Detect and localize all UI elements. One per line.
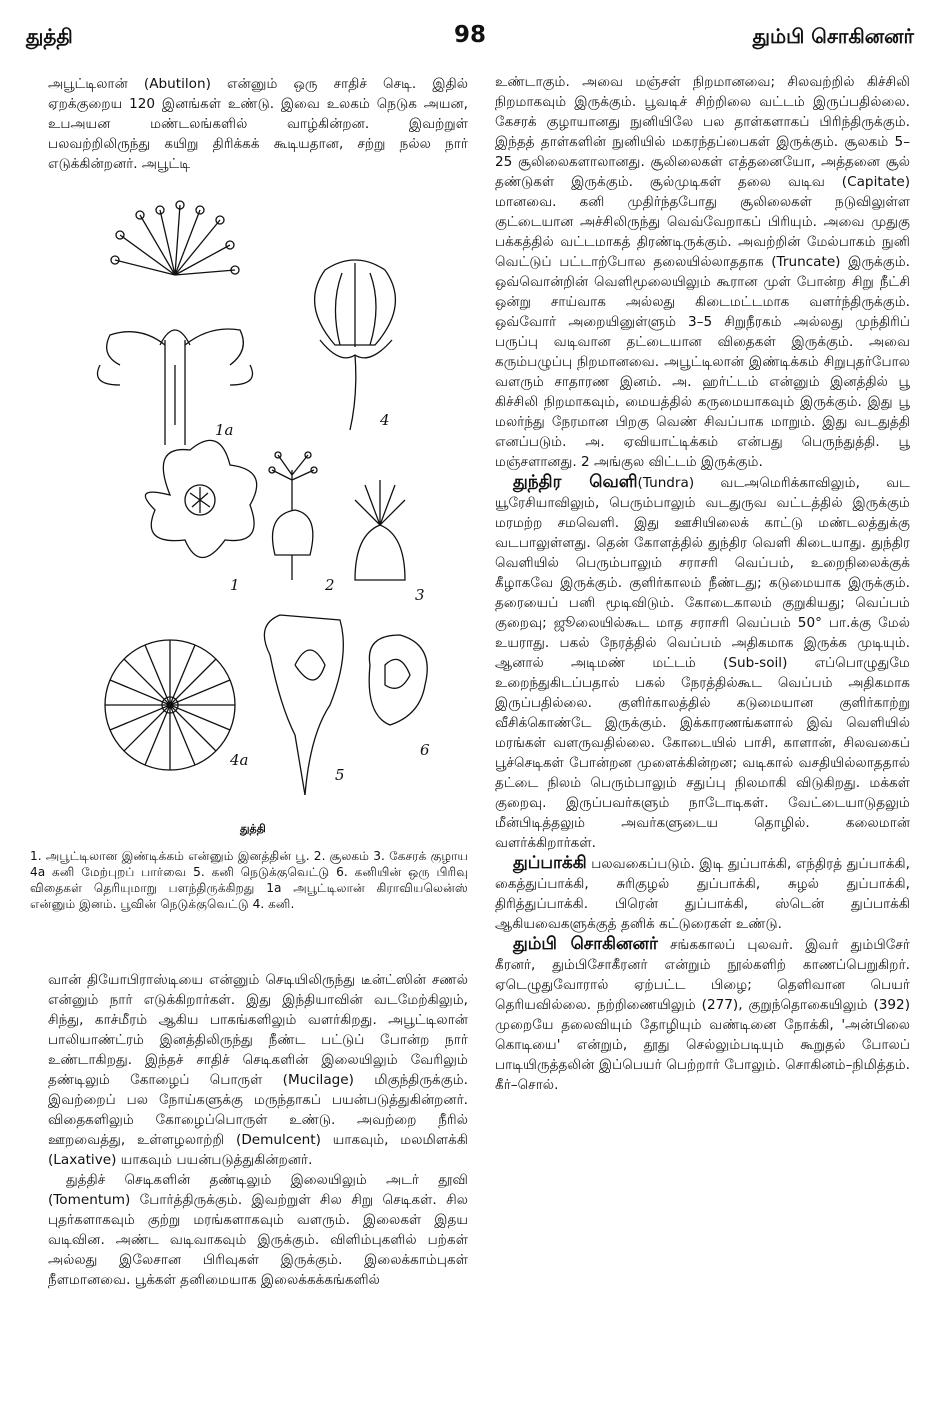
entry-gun — [495, 853, 910, 934]
fruit-drawing — [315, 260, 396, 430]
figure-title: துத்தி — [240, 822, 266, 835]
entry-thumbi — [495, 934, 910, 1095]
botanical-illustration — [80, 195, 460, 815]
figure-label-2: 2 — [325, 576, 335, 594]
page-number: 98 — [453, 22, 486, 48]
paragraph: வான் தியோபிராஸ்டியை என்னும் செடியிலிருந்து டீன்ட்ஸின் சணல் என்னும் நார் எடுக்கிறார்கள். இது இந்தியாவின் வடமேற்கிலும், சிந்து, காச்மீரம் ஆகிய பாகங்களிலும் வளர்கிறது. அபூட்டிலான் பாலியாண்ட்ரம் இனத்திலிருந்து நீண்ட பட்டுப் போன்ற நார் உண்டாகிறது. இந்தச் சாதிச் செடிகளின் இலையிலும் வேரிலும் தண்டிலும் கோழைப் பொருள் (Mucilage) மிகுந்திருக்கும். இவற்றைப் பல நோய்களுக்கு மருந்தாகப் பயன்படுத்துகின்றனர். விதைகளிலும் கோழைப்பொருள் உண்டு. அவற்றை நீரில் ஊறவைத்து, உள்ளழலாற்றி (Demulcent) யாகவும், மலமிளக்கி (Laxative) யாகவும் பயன்படுத்துகின்றனர். — [48, 972, 468, 1168]
figure-label-1a: 1a — [215, 421, 234, 439]
paragraph: உண்டாகும். அவை மஞ்சள் நிறமானவை; சிலவற்றில் கிச்சிலி நிறமாகவும் இருக்கும். பூவடிச் சிற்றிலை வட்டம் இருப்பதில்லை. கேசரக் குழாயானது நுனியிலே பல தாள்களாகப் பிரிந்திருக்கும். இந்தத் தாள்களின் நுனியில் மகரந்தப்பைகள் இருக்கும். சூலகம் 5–25 சூலிலைகளாலானது. சூலிலைகள் எத்தனையோ, அத்தனை சூல் தண்டுகள் இருக்கும். சூல்முடிகள் தலை வடிவ (Capitate) மானவை. கனி முதிர்ந்தபோது சூலிலைகள் நடுவிலுள்ள குட்டையான அச்சிலிருந்து வெவ்வேறாகப் பிரியும். அவை முதுகு பக்கத்தில் வட்டமாகத் திரண்டிருக்கும். அவற்றின் மேல்பாகம் நுனி வெட்டுப் பட்டாற்போல தலையில்லாததாக (Truncate) இருக்கும். ஒவ்வொன்றின் வெளிமூலையிலும் கூரான முள் போன்ற சிறு நீட்சி ஒன்று சாய்வாக அல்லது கிடைமட்டமாக வளர்ந்திருக்கும். ஒவ்வோர் அறையினுள்ளும் 3–5 சிறுநீரகம் அல்லது முந்திரிப் பருப்பு வடிவான தட்டையான விதைகள் இருக்கும். அவை கரும்பழுப்பு நிறமானவை. அபூட்டிலான் இண்டிக்கம் சிறுபுதர்போல வளரும் சாதாரண இனம். அ. ஹர்ட்டம் என்னும் இனத்தில் பூ கிச்சிலி நிறமாகவும், மையத்தில் கருமையாகவும் இருக்கும். இது பூ மலர்ந்து நேரமான பிறகு வெண் சிவப்பாக மாறும். இது வடதுத்தி எனப்படும். அ. ஏவியாட்டிக்கம் என்பது பெருந்துத்தி. பூ மஞ்சளானது. 2 அங்குல விட்டம் இருக்கும். — [495, 74, 910, 470]
flower-top-view-drawing — [145, 440, 256, 557]
carpel-drawing — [369, 635, 427, 725]
flower-section-drawing — [98, 201, 253, 445]
entry-title: துந்திர வெளி — [513, 472, 638, 492]
figure-label-1: 1 — [230, 576, 240, 594]
paragraph: அபூட்டிலான் (Abutilon) என்னும் ஒரு சாதிச் செடி. இதில் ஏறக்குறைய 120 இனங்கள் உண்டு. இவை உலகம் நெடுக அயன, உபஅயன மண்டலங்களில் வாழ்கின்றன. இவற்றுள் பலவற்றிலிருந்து கயிறு திரிக்கக் கூடியதான, சற்று நல்ல நார் எடுக்கின்றனர். அபூட்டி — [48, 76, 468, 172]
entry-title: தும்பி சொகினனர் — [513, 934, 658, 954]
figure-label-4: 4 — [380, 411, 390, 429]
left-column-bottom — [48, 970, 468, 1290]
entry-body: (Tundra) வடஅமெரிக்காவிலும், வட யூரேசியாவிலும், பெரும்பாலும் வடதுருவ வட்டத்தில் இருக்கும் மரமற்ற சமவெளி. இது ஊசியிலைக் காட்டு மண்டலத்துக்கு வடபாலுள்ளது. தென் கோளத்தில் துந்திர வெளி கிடையாது. துந்திர வெளியில் பெரும்பாலும் சராசரி வெப்பம், உறைநிலைக்குக் கீழாகவே இருக்கும். குளிர்காலம் நீண்டது; கடுமையாக இருக்கும். தரையைப் பனி மூடிவிடும். கோடைகாலம் குறுகியது; வெப்பம் குறைவு; ஜூலையில்கூட மாத சராசரி வெப்பம் 50° பா.க்கு மேல் உயராது. பகல் நேரத்தில் வெப்பம் அதிகமாக இருக்க முடியும். ஆனால் அடிமண் மட்டம் (Sub-soil) எப்பொழுதுமே உறைந்துகிடப்பதால் பகல் நேரத்தில்கூட வெப்பம் அதிகமாக இருப்பதில்லை. குளிர்காலத்தில் கடுமையான குளிர்காற்று வீசிக்கொண்டே இருக்கும். இக்காரணங்களால் இவ் வெளியில் மரங்கள் வளருவதில்லை. கோடையில் பாசி, காளான், சிலவகைப் பூச்செடிகள் போன்றன முளைக்கின்றன; வடிகால் வசதியில்லாததால் தட்டை நிலம் பெரும்பாலும் சதுப்பு நிலமாகி விடுகிறது. மக்கள் குறைவு. இருப்பவர்களும் நாடோடிகள். வேட்டையாடுதலும் மீன்பிடித்தலும் அவர்களுடைய தொழில். கலைமான் வளர்க்கிறார்கள். — [495, 475, 910, 851]
running-header-right: தும்பி சொகினனர் — [752, 24, 914, 48]
right-column — [495, 72, 910, 1095]
figure-label-6: 6 — [420, 741, 430, 759]
figure-label-3: 3 — [415, 586, 425, 604]
staminal-tube-drawing — [355, 480, 405, 580]
left-column-top — [48, 74, 468, 174]
fruit-top-view-drawing — [105, 640, 235, 770]
entry-body: பலவகைப்படும். இடி துப்பாக்கி, எந்திரத் துப்பாக்கி, கைத்துப்பாக்கி, சுரிகுழல் துப்பாக்கி, சுழல் துப்பாக்கி, திரித்துப்பாக்கி. பிரென் துப்பாக்கி, ஸ்டென் துப்பாக்கி ஆகியவைகளுக்குத் தனிக் கட்டுரைகள் உண்டு. — [495, 856, 910, 932]
entry-title: துப்பாக்கி — [513, 853, 587, 873]
pistil-drawing — [269, 452, 317, 580]
figure-caption: 1. அபூட்டிலான இண்டிக்கம் என்னும் இனத்தின் பூ. 2. சூலகம் 3. கேசரக் குழாய 4a கனி மேற்புறப் பார்வை 5. கனி நெடுக்குவெட்டு 6. கனியின் ஒரு பிரிவு விதைகள் தெரியுமாறு பளந்திருக்கிறது 1a அபூட்டிலான் கிராவியலென்ஸ் என்னும் இனம். பூவின் நெடுக்குவெட்டு 4. கனி. — [30, 849, 468, 911]
fruit-section-drawing — [264, 615, 343, 795]
figure-label-5: 5 — [335, 766, 345, 784]
running-header-left: துத்தி — [26, 24, 73, 48]
paragraph: துத்திச் செடிகளின் தண்டிலும் இலையிலும் அடர் தூவி (Tomentum) போர்த்திருக்கும். இவற்றுள் சில சிறு செடிகள். சில புதர்களாகவும் குற்று மரங்களாகவும் வளரும். இலைகள் இதய வடிவின. அண்ட வடிவாகவும் இருக்கும். விளிம்புகளில் பற்கள் அல்லது இலேசான பிரிவுகள் இருக்கும். இலைக்காம்புகள் நீளமானவை. பூக்கள் தனிமையாக இலைக்கக்கங்களில் — [48, 1172, 468, 1288]
entry-body: சங்ககாலப் புலவர். இவர் தும்பிசேர் கீரனர், தும்பிசோகீரனர் என்றும் நூல்களிற் காணப்பெறுகிறர். ஏடெழுதுவோரால் ஏற்பட்ட பிழை; தெளிவான பெயர் தெரியவில்லை. நற்றிணையிலும் (277), குறுந்தொகையிலும் (392) முறையே தலைவியும் தோழியும் வண்டினை நோக்கி, 'அன்பிலை கொடியை' என்றும், தூது செல்லும்படியும் கூறுதல் போலப் பாடியிருத்தலின் இப்பெயர் பெற்றார் போலும். சொகினம்–நிமித்தம். கீர்–சொல். — [495, 937, 911, 1093]
entry-tundra — [495, 472, 910, 853]
figure-label-4a: 4a — [230, 751, 249, 769]
